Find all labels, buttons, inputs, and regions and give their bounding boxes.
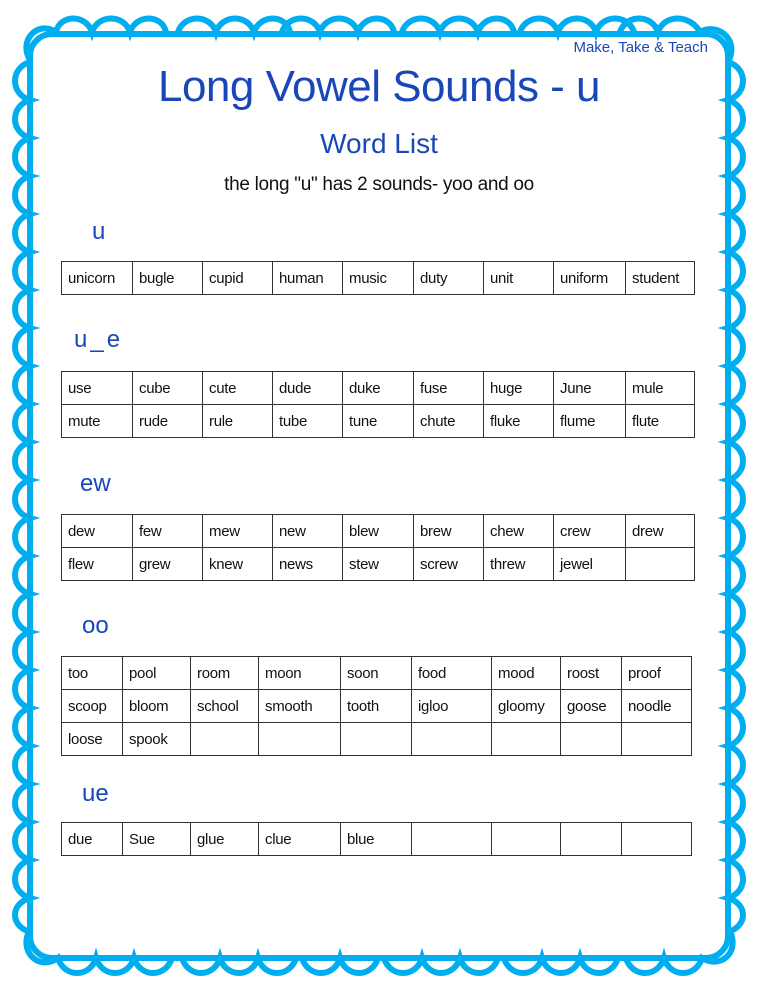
word-cell: jewel <box>554 548 626 581</box>
word-cell: scoop <box>62 690 123 723</box>
page-title: Long Vowel Sounds - u <box>157 62 601 111</box>
table-row <box>62 823 692 856</box>
word-cell <box>412 723 492 756</box>
word-cell: huge <box>484 372 554 405</box>
word-cell: too <box>62 657 123 690</box>
word-cell <box>191 723 259 756</box>
word-cell: student <box>626 262 695 295</box>
word-cell: flew <box>62 548 133 581</box>
word-cell: rule <box>203 405 273 438</box>
credit-text: Make, Take & Teach <box>573 39 708 56</box>
word-cell: proof <box>622 657 692 690</box>
word-cell: cube <box>133 372 203 405</box>
page-description: the long "u" has 2 sounds- yoo and oo <box>224 174 534 195</box>
word-cell: tooth <box>341 690 412 723</box>
word-cell: news <box>273 548 343 581</box>
word-cell <box>259 723 341 756</box>
word-cell: tube <box>273 405 343 438</box>
word-cell: human <box>273 262 343 295</box>
word-cell: blew <box>343 515 414 548</box>
word-cell: cute <box>203 372 273 405</box>
word-cell: new <box>273 515 343 548</box>
word-cell: dew <box>62 515 133 548</box>
word-cell <box>492 823 561 856</box>
word-cell: mute <box>62 405 133 438</box>
word-cell: unit <box>484 262 554 295</box>
word-cell: mew <box>203 515 273 548</box>
word-cell: use <box>62 372 133 405</box>
word-cell <box>626 548 695 581</box>
word-cell: bloom <box>123 690 191 723</box>
word-cell: June <box>554 372 626 405</box>
word-cell: flute <box>626 405 695 438</box>
word-cell: chute <box>414 405 484 438</box>
word-cell: duty <box>414 262 484 295</box>
word-cell: food <box>412 657 492 690</box>
table-row <box>62 372 695 405</box>
page-subtitle: Word List <box>320 128 438 159</box>
word-cell: crew <box>554 515 626 548</box>
word-table-u <box>61 261 695 295</box>
word-cell: glue <box>191 823 259 856</box>
word-table-ew <box>61 514 695 581</box>
word-cell: uniform <box>554 262 626 295</box>
word-cell: blue <box>341 823 412 856</box>
word-table-ue <box>61 822 692 856</box>
word-cell: smooth <box>259 690 341 723</box>
word-table-oo <box>61 656 692 756</box>
word-cell: threw <box>484 548 554 581</box>
word-cell <box>561 823 622 856</box>
word-cell: mule <box>626 372 695 405</box>
word-cell: tune <box>343 405 414 438</box>
section-label-u: u <box>92 218 106 245</box>
word-cell: dude <box>273 372 343 405</box>
word-cell: spook <box>123 723 191 756</box>
section-label-u-e: u_e <box>74 326 124 353</box>
table-row <box>62 405 695 438</box>
word-cell: room <box>191 657 259 690</box>
word-cell: cupid <box>203 262 273 295</box>
word-cell: noodle <box>622 690 692 723</box>
word-cell: igloo <box>412 690 492 723</box>
word-cell <box>622 823 692 856</box>
word-cell: loose <box>62 723 123 756</box>
word-cell: music <box>343 262 414 295</box>
word-cell: knew <box>203 548 273 581</box>
word-cell: soon <box>341 657 412 690</box>
table-row <box>62 657 692 690</box>
word-cell: pool <box>123 657 191 690</box>
word-cell: gloomy <box>492 690 561 723</box>
word-cell <box>561 723 622 756</box>
word-cell: roost <box>561 657 622 690</box>
word-table-u-e <box>61 371 695 438</box>
word-cell: screw <box>414 548 484 581</box>
word-cell <box>492 723 561 756</box>
word-cell: due <box>62 823 123 856</box>
table-row <box>62 690 692 723</box>
word-cell: chew <box>484 515 554 548</box>
table-row <box>62 723 692 756</box>
word-cell: Sue <box>123 823 191 856</box>
section-label-ew: ew <box>80 470 111 497</box>
section-label-ue: ue <box>82 780 109 807</box>
word-cell: grew <box>133 548 203 581</box>
word-cell: mood <box>492 657 561 690</box>
word-cell: fuse <box>414 372 484 405</box>
section-label-oo: oo <box>82 612 109 639</box>
word-cell: few <box>133 515 203 548</box>
table-row <box>62 262 695 295</box>
word-cell <box>622 723 692 756</box>
word-cell: unicorn <box>62 262 133 295</box>
word-cell: stew <box>343 548 414 581</box>
word-cell: duke <box>343 372 414 405</box>
word-cell: school <box>191 690 259 723</box>
word-cell: goose <box>561 690 622 723</box>
word-cell: rude <box>133 405 203 438</box>
word-cell <box>341 723 412 756</box>
word-cell: brew <box>414 515 484 548</box>
word-cell: bugle <box>133 262 203 295</box>
word-cell: moon <box>259 657 341 690</box>
word-cell <box>412 823 492 856</box>
table-row <box>62 548 695 581</box>
table-row <box>62 515 695 548</box>
word-cell: clue <box>259 823 341 856</box>
word-cell: flume <box>554 405 626 438</box>
word-cell: drew <box>626 515 695 548</box>
word-cell: fluke <box>484 405 554 438</box>
